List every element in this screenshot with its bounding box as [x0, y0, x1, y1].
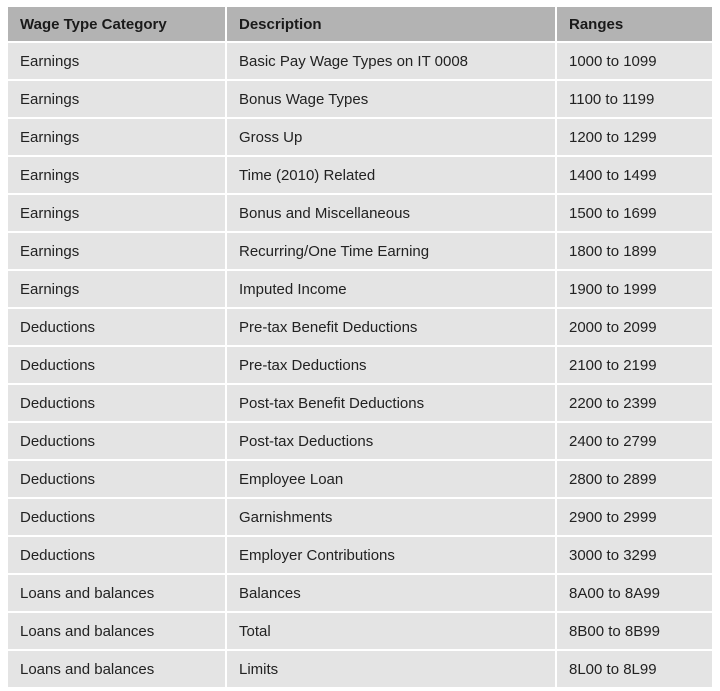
cell-range: 2900 to 2999: [557, 497, 712, 535]
table-row: [8, 421, 712, 459]
table-row: [8, 383, 712, 421]
wage-type-table-container: [8, 7, 712, 687]
cell-range: 8L00 to 8L99: [557, 649, 712, 687]
cell-category: Earnings: [8, 231, 227, 269]
table-row: [8, 269, 712, 307]
cell-description: Recurring/One Time Earning: [227, 231, 557, 269]
cell-category: Loans and balances: [8, 573, 227, 611]
cell-category: Deductions: [8, 307, 227, 345]
cell-range: 1500 to 1699: [557, 193, 712, 231]
cell-description: Bonus and Miscellaneous: [227, 193, 557, 231]
table-row: [8, 535, 712, 573]
table-row: [8, 345, 712, 383]
cell-category: Deductions: [8, 383, 227, 421]
cell-range: 2000 to 2099: [557, 307, 712, 345]
cell-range: 2400 to 2799: [557, 421, 712, 459]
cell-category: Deductions: [8, 345, 227, 383]
cell-description: Balances: [227, 573, 557, 611]
header-ranges: Ranges: [557, 7, 712, 41]
table-row: [8, 193, 712, 231]
table-row: [8, 155, 712, 193]
cell-description: Garnishments: [227, 497, 557, 535]
cell-description: Total: [227, 611, 557, 649]
cell-range: 1400 to 1499: [557, 155, 712, 193]
table-header: [8, 7, 712, 41]
cell-range: 1100 to 1199: [557, 79, 712, 117]
cell-category: Loans and balances: [8, 611, 227, 649]
cell-category: Earnings: [8, 269, 227, 307]
cell-range: 1800 to 1899: [557, 231, 712, 269]
header-description: Description: [227, 7, 557, 41]
cell-range: 2100 to 2199: [557, 345, 712, 383]
cell-description: Pre-tax Benefit Deductions: [227, 307, 557, 345]
cell-description: Limits: [227, 649, 557, 687]
table-row: [8, 231, 712, 269]
cell-description: Employee Loan: [227, 459, 557, 497]
table-row: [8, 307, 712, 345]
cell-description: Post-tax Benefit Deductions: [227, 383, 557, 421]
cell-description: Time (2010) Related: [227, 155, 557, 193]
cell-range: 1000 to 1099: [557, 41, 712, 79]
table-row: [8, 459, 712, 497]
header-row: [8, 7, 712, 41]
cell-description: Bonus Wage Types: [227, 79, 557, 117]
table-body: [8, 41, 712, 687]
header-wage-type-category: Wage Type Category: [8, 7, 227, 41]
cell-range: 8B00 to 8B99: [557, 611, 712, 649]
cell-category: Earnings: [8, 155, 227, 193]
cell-category: Deductions: [8, 421, 227, 459]
wage-type-table: [8, 7, 712, 687]
table-row: [8, 497, 712, 535]
cell-description: Employer Contributions: [227, 535, 557, 573]
cell-description: Imputed Income: [227, 269, 557, 307]
cell-range: 2800 to 2899: [557, 459, 712, 497]
cell-description: Post-tax Deductions: [227, 421, 557, 459]
table-row: [8, 611, 712, 649]
cell-range: 1200 to 1299: [557, 117, 712, 155]
cell-range: 1900 to 1999: [557, 269, 712, 307]
table-row: [8, 41, 712, 79]
table-row: [8, 649, 712, 687]
cell-category: Earnings: [8, 41, 227, 79]
cell-category: Loans and balances: [8, 649, 227, 687]
cell-category: Deductions: [8, 535, 227, 573]
cell-range: 2200 to 2399: [557, 383, 712, 421]
table-row: [8, 79, 712, 117]
cell-category: Earnings: [8, 79, 227, 117]
cell-range: 3000 to 3299: [557, 535, 712, 573]
cell-description: Basic Pay Wage Types on IT 0008: [227, 41, 557, 79]
cell-range: 8A00 to 8A99: [557, 573, 712, 611]
table-row: [8, 573, 712, 611]
cell-description: Pre-tax Deductions: [227, 345, 557, 383]
table-row: [8, 117, 712, 155]
cell-category: Earnings: [8, 193, 227, 231]
cell-category: Deductions: [8, 497, 227, 535]
cell-description: Gross Up: [227, 117, 557, 155]
cell-category: Deductions: [8, 459, 227, 497]
cell-category: Earnings: [8, 117, 227, 155]
